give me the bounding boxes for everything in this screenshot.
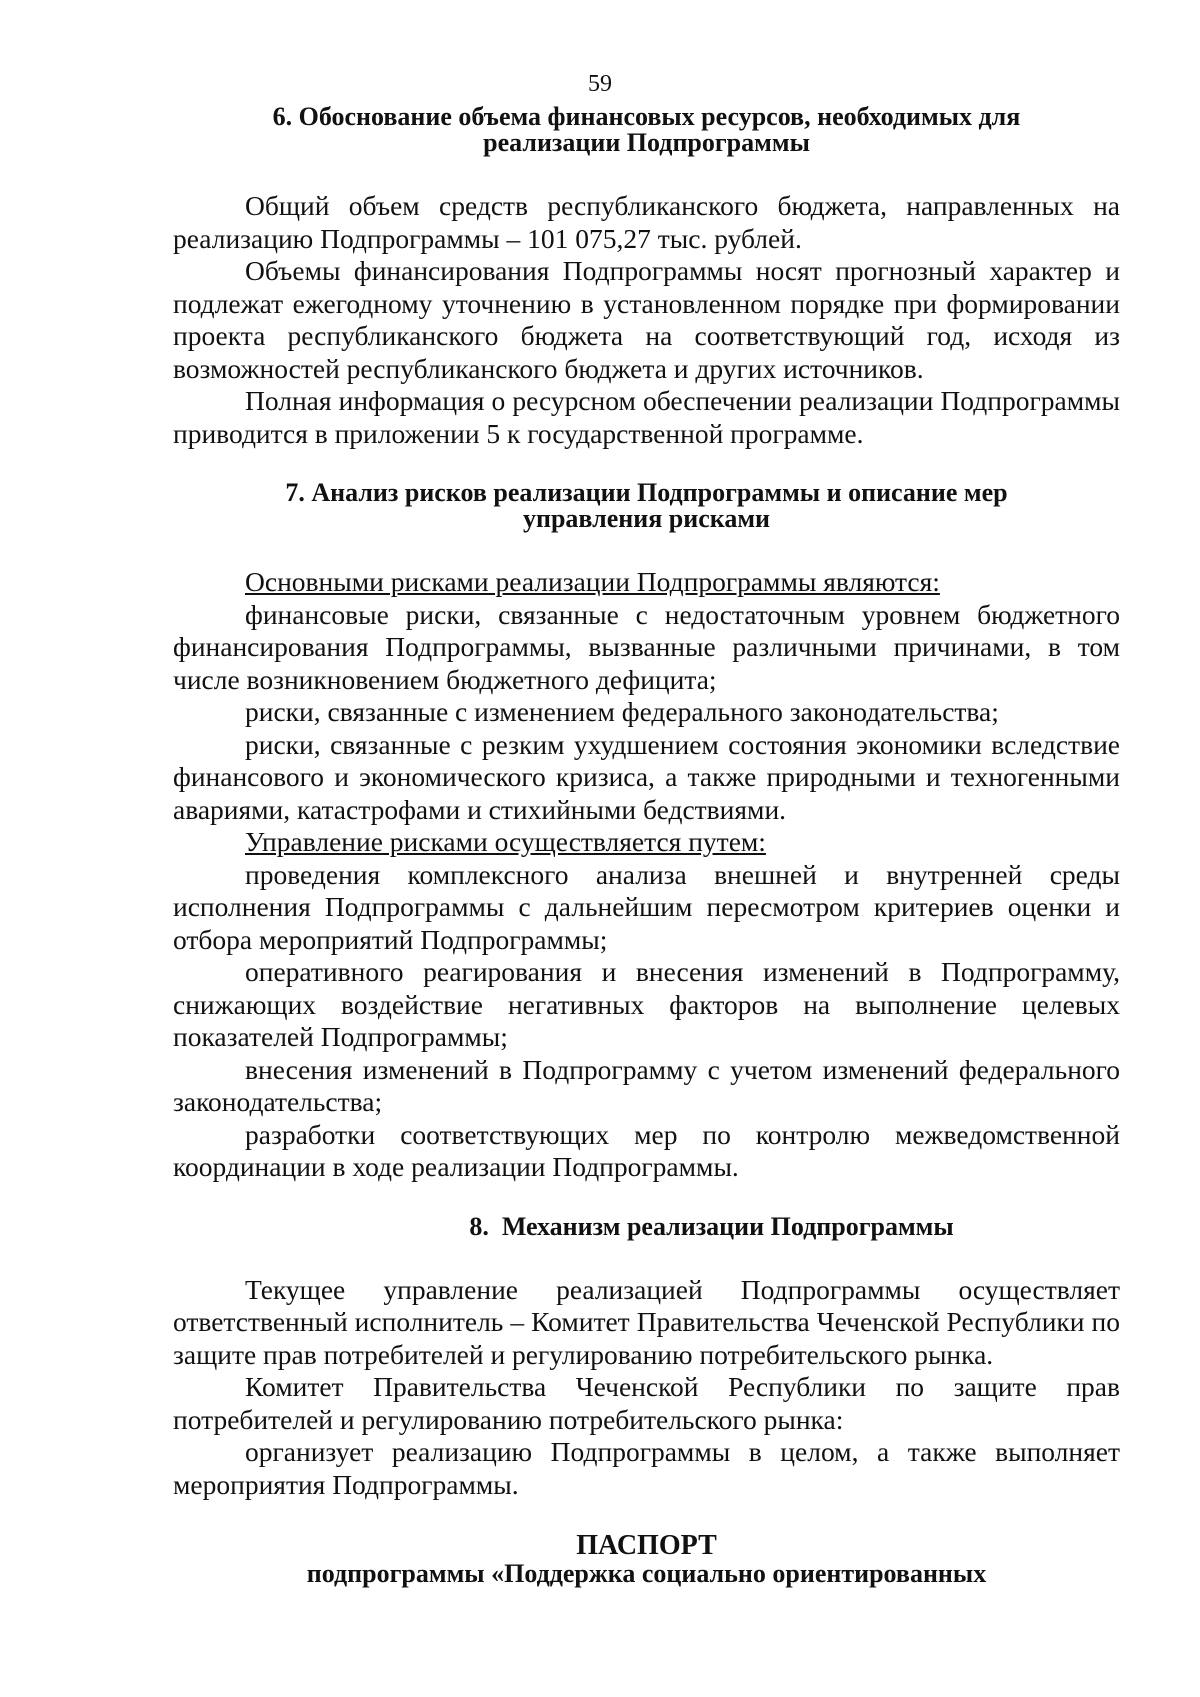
passport-subtitle: подпрограммы «Поддержка социально ориентированных	[306, 1559, 987, 1588]
section-8-paragraph: организует реализацию Подпрограммы в целом, а также выполняет мероприятия Подпрограммы.	[173, 1436, 1120, 1500]
section-7-heading-line-1: 7. Анализ рисков реализации Подпрограммы и описание мер	[285, 478, 1008, 507]
section-8-paragraph: Текущее управление реализацией Подпрограммы осуществляет ответственный исполнитель – Комитет Правительства Чеченской Республики по защите прав потребителей и регулированию потребительского рынка.	[173, 1273, 1120, 1370]
page-number: 59	[588, 71, 612, 97]
section-8-heading	[173, 1211, 1120, 1241]
section-6-heading-line-2: реализации Подпрограммы	[483, 128, 810, 157]
passport-title: ПАСПОРТ	[576, 1530, 717, 1561]
management-item: проведения комплексного анализа внешней и внутренней среды исполнения Подпрограммы с дальнейшим пересмотром критериев оценки и отбора мероприятий Подпрограммы;	[173, 858, 1120, 955]
section-6-paragraph: Общий объем средств республиканского бюджета, направленных на реализацию Подпрограммы – 101 075,27 тыс. рублей.	[173, 190, 1120, 254]
section-8-paragraph: Комитет Правительства Чеченской Республики по защите прав потребителей и регулированию потребительского рынка:	[173, 1371, 1120, 1435]
risks-intro	[173, 566, 1120, 599]
section-6-paragraph: Объемы финансирования Подпрограммы носят прогнозный характер и подлежат ежегодному уточнению в установленном порядке при формировании проекта республиканского бюджета на соответствующий год, исходя из возможностей республиканского бюджета и других источников.	[173, 255, 1120, 384]
section-7-heading	[173, 480, 1120, 532]
risks-intro-text: Основными рисками реализации Подпрограммы являются:	[245, 566, 940, 597]
risk-item: риски, связанные с изменением федерального законодательства;	[245, 696, 999, 727]
section-6-heading	[173, 104, 1120, 156]
risk-item: финансовые риски, связанные с недостаточным уровнем бюджетного финансирования Подпрограммы, вызванные различными причинами, в том числе возникновением бюджетного дефицита;	[173, 598, 1120, 695]
passport-heading	[173, 1531, 1120, 1587]
section-6-heading-line-1: 6. Обоснование объема финансовых ресурсов, необходимых для	[272, 102, 1021, 131]
risk-item: риски, связанные с резким ухудшением состояния экономики вследствие финансового и экономического кризиса, а также природными и техногенными авариями, катастрофами и стихийными бедствиями.	[173, 728, 1120, 825]
management-item: разработки соответствующих мер по контролю межведомственной координации в ходе реализации Подпрограммы.	[173, 1118, 1120, 1182]
management-intro-text: Управление рисками осуществляется путем:	[245, 826, 766, 857]
section-8-heading-text: 8. Механизм реализации Подпрограммы	[469, 1211, 954, 1241]
management-intro	[173, 826, 1120, 859]
page-content	[173, 104, 1120, 1587]
section-7-heading-line-2: управления рисками	[522, 504, 771, 533]
management-item: оперативного реагирования и внесения изменений в Подпрограмму, снижающих воздействие негативных факторов на выполнение целевых показателей Подпрограммы;	[173, 956, 1120, 1052]
section-6-paragraph: Полная информация о ресурсном обеспечении реализации Подпрограммы приводится в приложении 5 к государственной программе.	[173, 385, 1120, 449]
management-item: внесения изменений в Подпрограмму с учетом изменений федерального законодательства;	[173, 1053, 1120, 1117]
